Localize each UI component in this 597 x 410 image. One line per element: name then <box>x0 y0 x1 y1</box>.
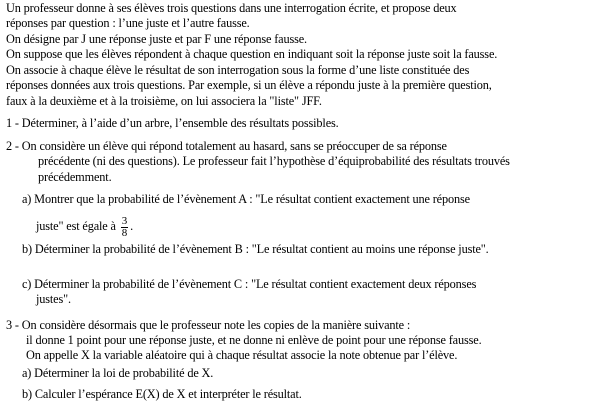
question-3-line-2: il donne 1 point pour une réponse juste, et ne donne ni enlève de point pour une réponse fausse. <box>26 333 482 347</box>
intro-line-4: On suppose que les élèves répondent à chaque question en indiquant soit la réponse juste soit la fausse. <box>6 47 498 61</box>
question-2-line-2: précédente (ni des questions). Le professeur fait l’hypothèse d’équiprobabilité des résultats trouvés <box>38 154 510 168</box>
question-3-line-3: On appelle X la variable aléatoire qui à chaque résultat associe la note obtenue par l’élève. <box>26 348 458 362</box>
intro-line-2: réponses par question : l’une juste et l’autre fausse. <box>6 16 250 30</box>
question-2a-line-2 <box>36 211 133 241</box>
intro-line-5: On associe à chaque élève le résultat de son interrogation sous la forme d’une liste constituée des <box>6 63 470 77</box>
fraction-denominator: 8 <box>121 226 128 239</box>
question-2a-line-1: a) Montrer que la probabilité de l’évènement A : "Le résultat contient exactement une réponse <box>22 192 470 206</box>
question-2a-period: . <box>130 219 134 233</box>
question-2-line-3: précédemment. <box>38 170 112 184</box>
intro-line-7: faux à la deuxième et à la troisième, on lui associera la "liste" JFF. <box>6 94 322 108</box>
question-2c-line-2: justes". <box>36 292 71 306</box>
question-3a: a) Déterminer la loi de probabilité de X. <box>22 366 214 380</box>
fraction-numerator: 3 <box>121 214 128 227</box>
intro-line-6: réponses données aux trois questions. Par exemple, si un élève a répondu juste à la première question, <box>6 78 492 92</box>
fraction-three-eighths <box>121 216 128 239</box>
question-1: 1 - Déterminer, à l’aide d’un arbre, l’ensemble des résultats possibles. <box>6 116 339 130</box>
question-2a-text: juste" est égale à <box>36 219 116 233</box>
question-2c-line-1: c) Déterminer la probabilité de l’évènement C : "Le résultat contient exactement deux réponses <box>22 277 477 291</box>
intro-line-1: Un professeur donne à ses élèves trois questions dans une interrogation écrite, et propose deux <box>6 1 457 15</box>
intro-line-3: On désigne par J une réponse juste et par F une réponse fausse. <box>6 32 307 46</box>
question-2b: b) Déterminer la probabilité de l’évènement B : "Le résultat contient au moins une réponse juste". <box>22 242 489 256</box>
question-3-line-1: 3 - On considère désormais que le professeur note les copies de la manière suivante : <box>6 318 411 332</box>
question-2-line-1: 2 - On considère un élève qui répond totalement au hasard, sans se préoccuper de sa réponse <box>6 139 447 153</box>
question-3b: b) Calculer l’espérance E(X) de X et interpréter le résultat. <box>22 387 302 401</box>
